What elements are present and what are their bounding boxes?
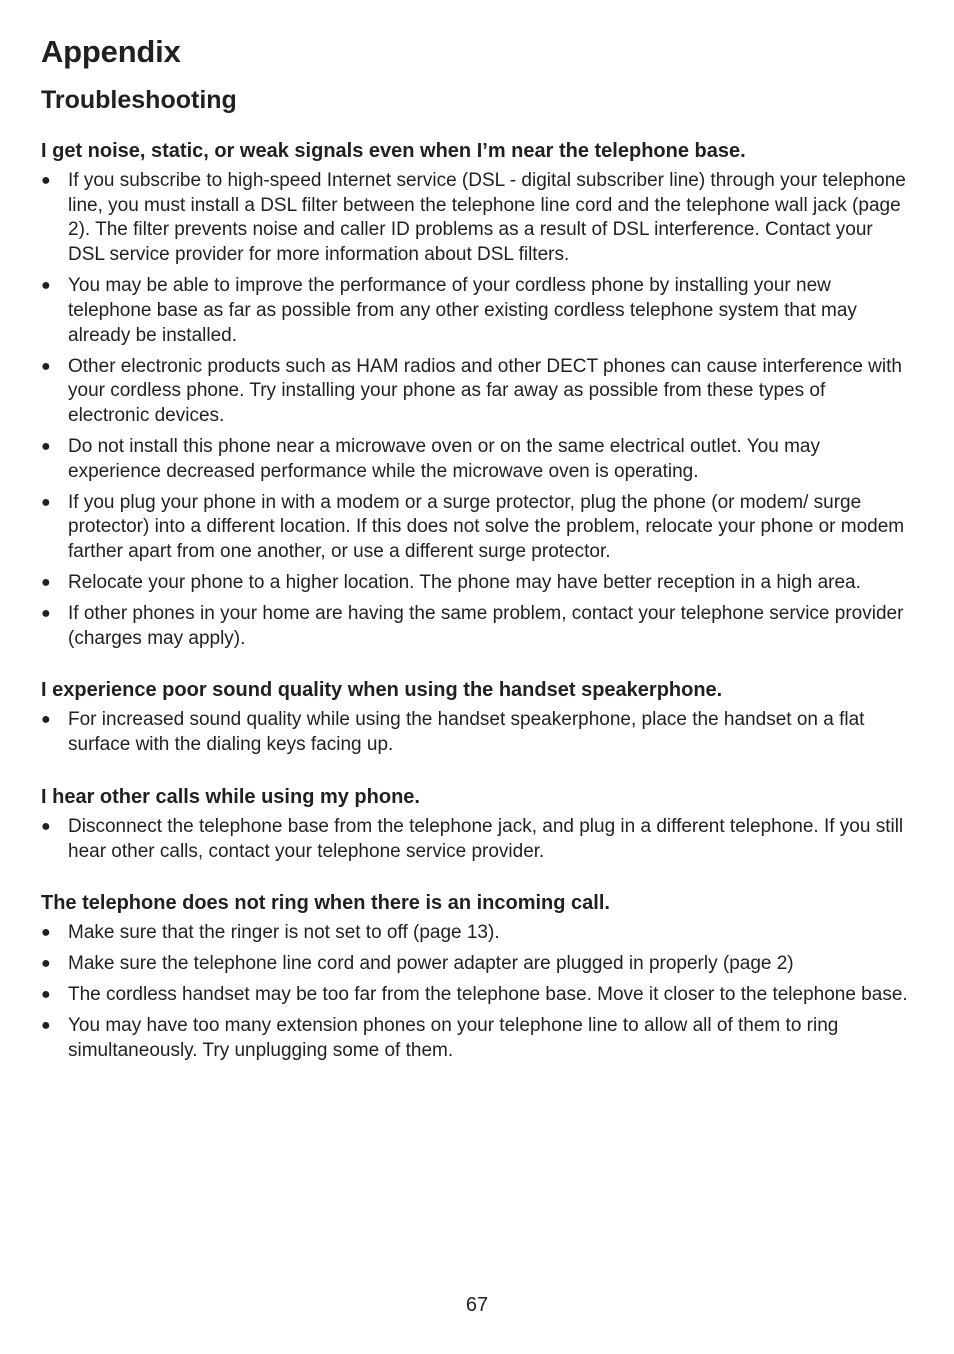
bullet-icon: ● [41, 711, 51, 729]
section-title: Troubleshooting [41, 86, 237, 114]
list-item-text: You may have too many extension phones on your telephone line to allow all of them to ring simultaneously. Try unplugging some of them. [68, 1015, 839, 1061]
topic-heading: The telephone does not ring when there is an incoming call. [41, 892, 610, 915]
bullet-icon: ● [41, 437, 51, 455]
troubleshooting-topics [41, 138, 911, 1090]
topic-heading: I hear other calls while using my phone. [41, 785, 420, 808]
list-item [41, 708, 911, 757]
list-item [41, 274, 911, 348]
list-item-text: Make sure the telephone line cord and power adapter are plugged in properly (page 2) [68, 953, 794, 975]
list-item-text: If you subscribe to high-speed Internet service (DSL - digital subscriber line) through your telephone line, you must install a DSL filter between the telephone line cord and the telephone wall jack (page 2). The filter prevents noise and caller ID problems as a result of DSL interference. Contact your DSL service provider for more information about DSL filters. [68, 170, 906, 266]
bullet-icon: ● [41, 986, 51, 1004]
list-item [41, 921, 911, 946]
bullet-icon: ● [41, 955, 51, 973]
topic-speakerphone-quality [41, 677, 911, 757]
page-number: 67 [465, 1294, 489, 1316]
list-item-text: You may be able to improve the performance of your cordless phone by installing your new telephone base as far as possible from any other existing cordless telephone system that may already be installed. [68, 275, 857, 346]
bullet-icon: ● [41, 493, 51, 511]
list-item [41, 815, 911, 864]
list-item [41, 602, 911, 651]
bullet-list [41, 708, 911, 757]
list-item-text: Relocate your phone to a higher location. The phone may have better reception in a high area. [68, 572, 861, 594]
bullet-icon: ● [41, 605, 51, 623]
bullet-list [41, 921, 911, 1063]
list-item [41, 1014, 911, 1063]
list-item-text: The cordless handset may be too far from the telephone base. Move it closer to the telephone base. [68, 984, 908, 1006]
list-item-text: If you plug your phone in with a modem or a surge protector, plug the phone (or modem/ surge protector) into a different location. If this does not solve the problem, relocate your phone or modem farther apart from one another, or use a different surge protector. [68, 491, 905, 563]
bullet-icon: ● [41, 172, 51, 189]
list-item [41, 571, 911, 596]
bullet-icon: ● [41, 574, 51, 592]
list-item-text: For increased sound quality while using the handset speakerphone, place the handset on a flat surface with the dialing keys facing up. [68, 709, 865, 756]
list-item-text: Make sure that the ringer is not set to off (page 13). [68, 922, 500, 944]
bullet-list [41, 169, 911, 651]
topic-no-ring [41, 890, 911, 1063]
chapter-title: Appendix [41, 34, 181, 69]
list-item-text: Do not install this phone near a microwave oven or on the same electrical outlet. You may experience decreased performance while the microwave oven is operating. [68, 435, 820, 482]
list-item [41, 983, 911, 1008]
list-item-text: Disconnect the telephone base from the telephone jack, and plug in a different telephone. If you still hear other calls, contact your telephone service provider. [68, 815, 904, 862]
topic-heading: I get noise, static, or weak signals even when I’m near the telephone base. [41, 140, 746, 162]
topic-heading: I experience poor sound quality when using the handset speakerphone. [41, 679, 723, 702]
bullet-icon: ● [41, 357, 51, 375]
list-item-text: If other phones in your home are having the same problem, contact your telephone service provider (charges may apply). [68, 603, 904, 649]
list-item [41, 435, 911, 484]
bullet-icon: ● [41, 277, 51, 295]
list-item [41, 491, 911, 565]
bullet-icon: ● [41, 1017, 51, 1035]
bullet-list [41, 815, 911, 864]
list-item [41, 169, 911, 268]
list-item [41, 952, 911, 977]
bullet-icon: ● [41, 924, 51, 942]
list-item-text: Other electronic products such as HAM radios and other DECT phones can cause interference with your cordless phone. Try installing your phone as far away as possible from these types of electronic devices. [68, 355, 902, 426]
topic-weak-signals [41, 138, 911, 651]
list-item [41, 355, 911, 429]
topic-other-calls [41, 784, 911, 864]
bullet-icon: ● [41, 817, 51, 835]
